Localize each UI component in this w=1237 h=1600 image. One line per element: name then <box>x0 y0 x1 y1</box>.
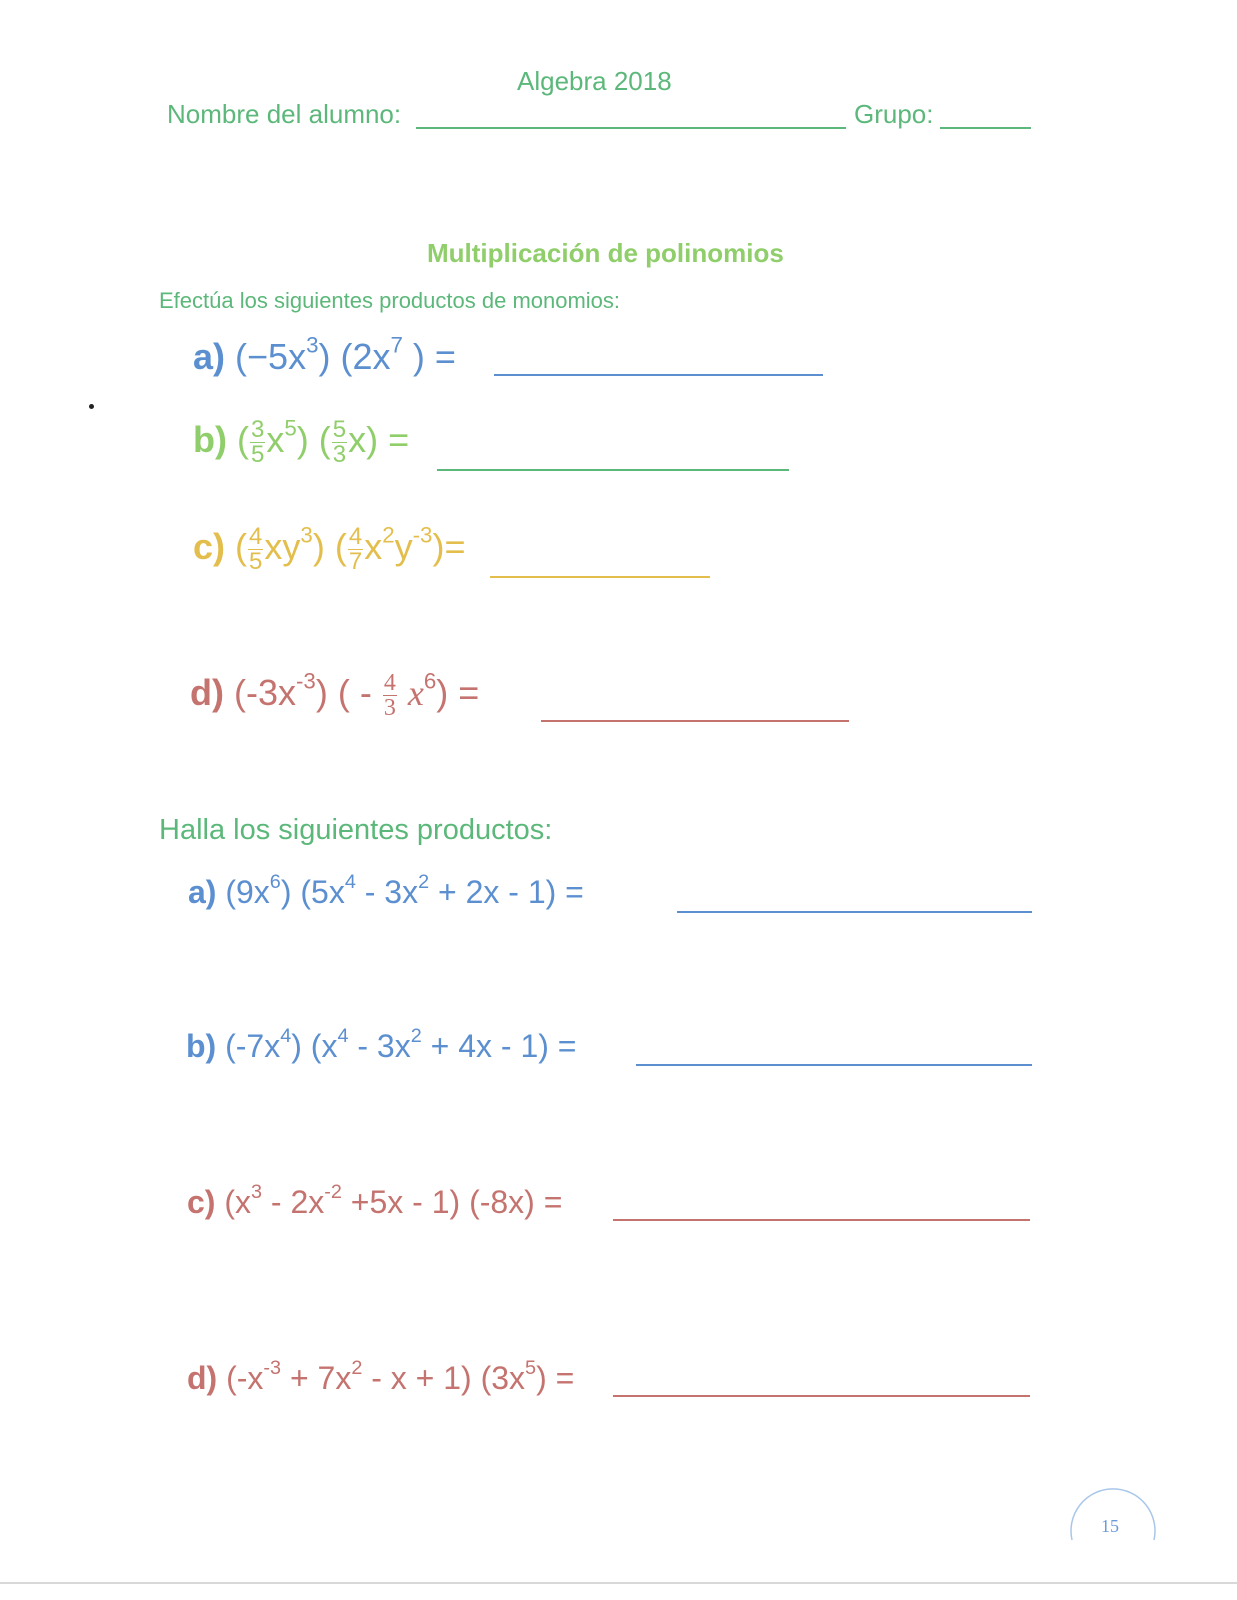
part2-item-c: c) $(x^3 - 2x^{-2} +5x - 1) (-8x)$ = <box>187 1181 563 1220</box>
scan-edge-line <box>0 1582 1237 1584</box>
item-label: c) <box>187 1184 216 1220</box>
item-label: d) <box>187 1360 218 1396</box>
page-number-badge <box>1068 1480 1158 1570</box>
part1-instruction: Efectúa los siguientes productos de monomios: <box>159 288 621 313</box>
answer-blank-2c[interactable] <box>613 1219 1030 1221</box>
fraction: $\frac{5}{3}$ <box>332 416 347 468</box>
part1-item-d: d) $(-3x^{-3})$ ( - $\frac{4}{3}$ $x^6$) = <box>190 668 480 721</box>
item-label: c) <box>193 526 226 568</box>
student-name-label: Nombre del alumno: <box>167 99 402 129</box>
item-label: b) <box>193 419 227 461</box>
fraction: $\frac{4}{7}$ <box>348 523 363 575</box>
answer-blank-2a[interactable] <box>677 911 1032 913</box>
answer-blank-2d[interactable] <box>613 1395 1030 1397</box>
student-name-blank[interactable] <box>416 127 846 129</box>
group-blank[interactable] <box>940 127 1031 129</box>
answer-blank-1b[interactable] <box>437 469 789 471</box>
part1-item-b: b) ( $\frac{3}{5}$ $x^5$) ( $\frac{5}{3}$ x) = <box>193 415 410 468</box>
section-title: Multiplicación de polinomios <box>427 238 784 268</box>
answer-blank-1d[interactable] <box>541 720 849 722</box>
item-label: b) <box>186 1028 217 1064</box>
part2-item-d: d) $(-x^{-3} + 7x^2 - x + 1) (3x^5)$ = <box>187 1357 575 1396</box>
item-label: a) <box>193 336 226 377</box>
fraction: $\frac{4}{5}$ <box>249 523 263 575</box>
fraction: $\frac{4}{3}$ <box>383 670 396 721</box>
answer-blank-1c[interactable] <box>490 576 710 578</box>
answer-blank-2b[interactable] <box>636 1064 1032 1066</box>
fraction: $\frac{3}{5}$ <box>251 416 265 468</box>
worksheet-title: Algebra 2018 <box>517 66 672 96</box>
answer-blank-1a[interactable] <box>494 374 823 376</box>
group-label: Grupo: <box>854 99 934 129</box>
item-label: d) <box>190 672 224 714</box>
part1-item-a: a) $(-5x^3)$ ($2x^7$ ) = <box>193 332 456 377</box>
item-label: a) <box>188 874 217 910</box>
part2-item-a: a) $(9x^6)$ $(5x^4 - 3x^2 + 2x - 1)$ = <box>188 871 584 910</box>
part2-instruction: Halla los siguientes productos: <box>159 814 553 846</box>
part2-item-b: b) $(-7x^4)$ $(x^4 - 3x^2 + 4x - 1)$ = <box>186 1025 577 1064</box>
scan-speck <box>89 404 94 409</box>
part1-item-c: c) ( $\frac{4}{5}$ $xy^3$) ( $\frac{4}{7}$ $x^2y^{-3})=$ <box>193 522 466 575</box>
page-number: 15 <box>1101 1516 1119 1536</box>
